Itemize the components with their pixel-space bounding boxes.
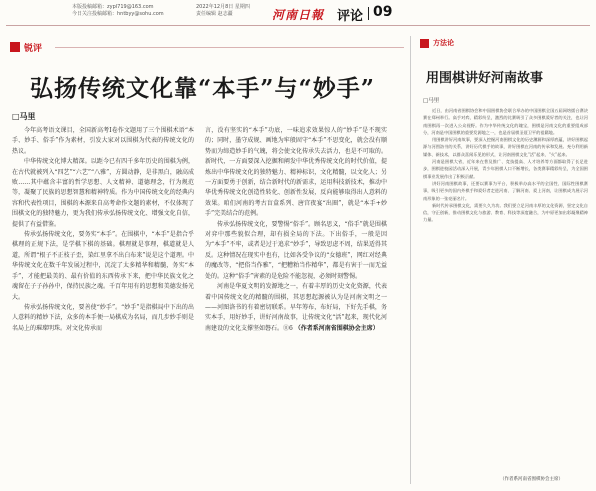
paragraph: 今年高考语文课目，全国新高考Ⅰ卷作文题用了三个围棋术语“本手、妙手、俗手”作为素材，引发大家对以围棋为代表的传统文化的热议。 [12,127,194,155]
paragraph: 用围棋讲好河南故事，要深入挖掘河南围棋文化的历史渊源和深厚底蕴，讲好围棋起源与河图洛书的关系，讲好历代棋手的故事，讲好围棋在河南的传承和发展。充分利用新媒体、新技术，以群众喜闻乐见的形式，让河南围棋文化“活”起来、“火”起来。 [423,137,588,157]
paragraph-text: 河南是华夏文明的发源地之一，有着丰厚的历史文化资源，代表着中国传统文化的精髓的围棋，其思想起源被认为是河南文明之一——河图洛书的有着密切联系。早年筹布，布好局，下好先手棋，务实本手，用好妙手，讲好河南故事，让传统文化“活”起来，现代化河南建设的文化支撑坚如磐石。 [205,283,387,332]
side-article-body [423,107,588,224]
header-email-2: 今日关注投稿邮箱：hntbyy@sohu.com [72,11,164,17]
side-article-title: 用围棋讲好河南故事 [426,71,544,86]
page-header [0,0,596,26]
paragraph: 传承弘扬传统文化，要务实“本手”。在围棋中，“本手”是指合乎棋理的正规下法，是学棋下棋的基础。棋理就是事理，棋道就是人道，所谓“根子不正枝子歪，染红里拿不出白布来”说是这个道理。中华传统文化在数千年发展过程中，沉淀了太多精华和精髓，务实“本手”，才能把最美的、最有价值的东西传承下来，把中华民族文化之魂留在子子孙孙中，保持民族之魂。千百年用有的思想和美德发扬光大。 [12,231,194,301]
header-rule [6,25,590,26]
header-editor: 责任编辑 赵志疆 [196,11,233,17]
side-column-tag [420,38,454,48]
article-signature: （作者系河南省围棋协会主席） [294,324,379,332]
page-number: 09 [373,4,393,20]
paragraph: 言，没有坚实的“本手”功底，一味追求效果惊人的“妙手”是不现实的；同时，墨守成规、画地为牢般固守“本手”不思变化，就会没有顺势而为缔造妙手的气魄，将会使文化传承失去活力，也是不可取的。新时代，一方面要深入挖掘和阐发中华优秀传统文化的时代价值，提炼出中华传统文化的独特魅力、精神标识，文化精髓，以文化人；另一方面要勇于创新，结合新时代的新需求，运用科技新技术，推动中华优秀传统文化创造性转化、创新性发展，反向能够取得出人意料的效果。咱们河南的考古盲盒系列、唐宫夜宴“出圈”，就是“本手+妙手”完美结合的范例。 [205,127,387,218]
paragraph: 讲好河南围棋故事，还要以赛事为平台，积极举办高水平的全国性、国际性围棋赛事，吸引更多的国内外棋手和爱好者走进河南、了解河南、爱上河南，让围棋成为展示河南形象的一张亮丽名片。 [423,180,588,201]
header-date: 2022年12月8日 星期四 [196,4,250,10]
tag-square-icon [10,42,20,52]
paragraph: 传承弘扬传统文化，要警惕“俗手”。顾名思义，“俗手”就是围棋对弈中那些貌似合理，却有损全局的下法。下出俗手，一般是因为“本手”不牢，或者是过于追求“妙手”，导致思虑不周，结果适得其反。这种情况在现实中也有，比如各受争议的“女德班”，网红对经典的魔改等，“把俗当作雅”，“把糟粕当作精华”，都是有害于一而无益处的。这种“俗手”害素的是危险不能忽视，必须时刻警惕。 [205,220,387,280]
article-author: □马里 [12,111,36,121]
tag-square-icon [420,39,429,48]
header-separator [368,7,369,20]
header-emails [72,4,164,18]
paragraph: 河南是围棋大省，近年来在普及推广、竞技提高、人才培养等方面都取得了长足进步，围棋进校园活动深入开展，青少年围棋人口不断增长，各类赛事精彩纷呈，为全国围棋事业发展作出了积极贡献。 [423,159,588,179]
tag-rule [55,47,404,48]
article-column-2 [205,126,387,334]
paragraph: 近日，由河南省围棋协会和中国围棋协会联合举办的中国围棋全国五届网络擂台赛决赛在郑州举行。高手对弈，精彩纷呈，激烈的比赛吸引了众多围棋爱好者的关注，也让河南围棋再一次进入公众视野。作为中华传统文化的瑰宝，围棋是河南文化的重要组成部分，河南是中国围棋的重要发源地之一，也是首届棋圣聂卫平的祖籍地。 [423,108,588,135]
side-article-author: □马里 [423,98,440,104]
side-article-signature: （作者系河南省围棋协会主席） [500,477,563,482]
paragraph [205,282,387,334]
header-date-block [196,4,250,18]
paragraph: 传承弘扬传统文化，要善使“妙手”。“妙手”是指棋局中下出的出人意料的精妙下法，众多的本手便一局棋成为名局，而几步妙手则是名局上的璀璨明珠。对文化传承而 [12,303,194,332]
header-email-1: 本版投稿邮箱：zypl719@163.com [72,4,154,10]
side-tag-label: 方法论 [433,38,454,47]
paragraph: 新时代传承围棋文化，需要久久为功。我们要立足河南丰厚的文化资源，坚定文化自信，守正创新，推动围棋文化与旅游、教育、科技等深度融合，为中原更加出彩凝聚精神力量。 [423,202,588,223]
section-title: 评论 [337,9,364,24]
article-id: ⑪6 [283,324,293,332]
paragraph: 中华传统文化博大精深。以距今已有四千多年历史的围棋为例，在古代就被列入“四艺”“六艺”“八雅”，方圆动静，是非黑白，融高成败……其中蕴含丰富的哲学思想、人文精神、道德理念，行为规范等，凝聚了民族的思想智慧和精神特质。作为中国传统文化的经典内容和代表性项目，围棋的本源来自高考命作文题的素材，不仅体现了围棋文化的独特魅力，更为我们传承弘扬传统文化、增强文化自信，提供了有益借鉴。 [12,158,194,228]
column-divider [410,36,411,484]
column-tag-label: 锐评 [24,43,43,54]
article-title: 弘扬传统文化靠“本手”与“妙手” [30,75,375,102]
newspaper-logo: 河南日報 [272,8,325,22]
article-column-1 [12,126,194,334]
